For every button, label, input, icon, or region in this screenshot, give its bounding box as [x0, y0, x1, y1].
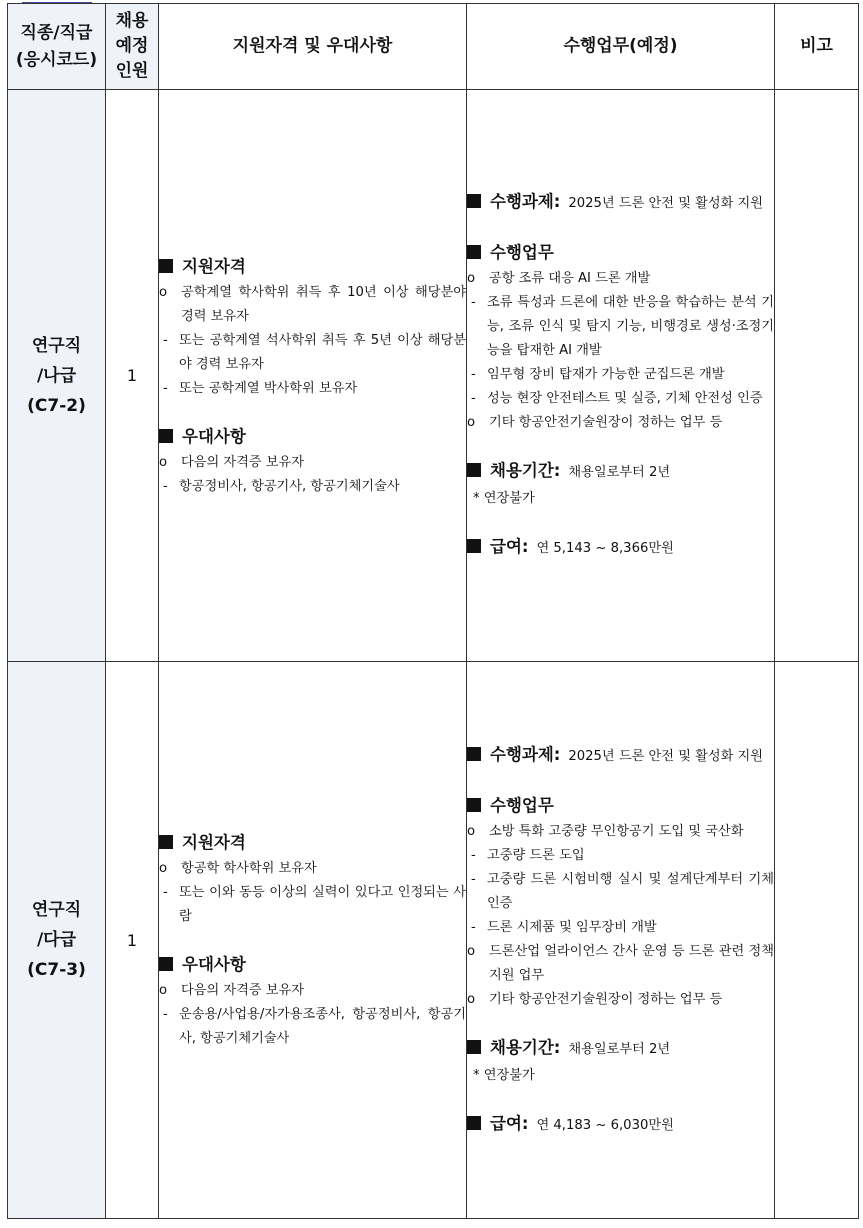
item-text: 고중량 드론 시험비행 실시 및 설계단계부터 기체 인증: [487, 871, 774, 911]
table-row: [8, 90, 859, 662]
qualification-cell: [159, 662, 467, 1219]
item-text: 또는 공학계열 박사학위 보유자: [179, 380, 358, 396]
item-text: 다음의 자격증 보유자: [181, 454, 305, 470]
list-item: [467, 291, 774, 363]
section-title: 지원자격: [182, 256, 246, 276]
preference-title: [159, 423, 466, 451]
section-label: 채용기간:: [490, 1037, 561, 1057]
square-bullet-icon: [467, 798, 481, 812]
item-text: 기타 항공안전기술원장이 정하는 업무 등: [489, 991, 723, 1007]
hire-count: 1: [106, 662, 159, 1219]
square-bullet-icon: [467, 463, 481, 477]
item-text: 항공학 학사학위 보유자: [181, 861, 317, 876]
item-text: 또는 이와 동등 이상의 실력이 있다고 인정되는 사람: [179, 885, 466, 924]
list-item: [159, 857, 466, 881]
job-category: 연구직 /나급 (C7-2): [8, 90, 106, 662]
spacer: [159, 929, 466, 951]
period-section: [467, 457, 774, 487]
dash-marker: -: [471, 295, 476, 310]
section-title: 우대사항: [182, 955, 246, 974]
list-item: [467, 267, 774, 291]
list-item: [159, 377, 466, 401]
dash-marker: -: [471, 919, 476, 935]
salary-section: [467, 1110, 774, 1140]
spacer: [159, 401, 466, 423]
qualification-title: [159, 253, 466, 281]
duties-title: [467, 792, 774, 820]
section-label: 수행과제:: [490, 192, 561, 211]
square-bullet-icon: [467, 539, 481, 553]
item-text: 드론산업 얼라이언스 간사 운영 등 드론 관련 정책지원 업무: [489, 943, 774, 983]
item-text: 기타 항공안전기술원장이 정하는 업무 등: [489, 415, 723, 430]
dash-marker: -: [163, 380, 168, 396]
circle-marker: o: [159, 284, 168, 300]
section-value: 연 4,183 ~ 6,030만원: [536, 1117, 674, 1133]
period-note: * 연장불가: [473, 491, 535, 506]
item-text: 고중량 드론 도입: [487, 847, 585, 863]
table-row: [8, 662, 859, 1219]
spacer: [467, 511, 774, 533]
square-bullet-icon: [467, 1040, 481, 1054]
list-item: [467, 988, 774, 1012]
item-text: 다음의 자격증 보유자: [181, 983, 305, 998]
header-job-type: 직종/직급 (응시코드): [8, 4, 106, 90]
section-value: 2025년 드론 안전 및 활성화 지원: [568, 748, 764, 764]
recruitment-table: [7, 3, 859, 1219]
list-item: [159, 451, 466, 475]
list-item: [467, 820, 774, 844]
square-bullet-icon: [467, 245, 481, 259]
spacer: [467, 217, 774, 239]
item-text: 공학계열 학사학위 취득 후 10년 이상 해당분야 경력 보유자: [181, 284, 466, 324]
preference-title: [159, 951, 466, 979]
section-title: 수행업무: [490, 243, 554, 262]
circle-marker: o: [467, 991, 476, 1007]
item-text: 성능 현장 안전테스트 및 실증, 기체 안전성 인증: [487, 391, 763, 406]
spacer: [467, 770, 774, 792]
qualification-title: [159, 829, 466, 857]
dash-marker: -: [163, 332, 168, 348]
square-bullet-icon: [159, 957, 173, 971]
list-item: [467, 387, 774, 411]
item-text: 또는 공학계열 석사학위 취득 후 5년 이상 해당분야 경력 보유자: [179, 332, 466, 372]
duties-title: [467, 239, 774, 267]
duties-cell: [467, 662, 775, 1219]
list-item: [159, 329, 466, 377]
list-item: [159, 281, 466, 329]
list-item: [467, 411, 774, 435]
remark-cell: [775, 90, 859, 662]
list-item: [159, 475, 466, 499]
list-item: [467, 916, 774, 940]
list-item: [467, 868, 774, 916]
section-label: 채용기간:: [490, 461, 561, 480]
item-text: 조류 특성과 드론에 대한 반응을 학습하는 분석 기능, 조류 인식 및 탐지 기능, 비행경로 생성·조정기능을 탑재한 AI 개발: [487, 295, 774, 358]
section-label: 급여:: [490, 537, 529, 556]
dash-marker: -: [471, 847, 476, 863]
task-text: [490, 741, 763, 770]
item-text: 항공정비사, 항공기사, 항공기체기술사: [179, 478, 400, 494]
header-count: 채용 예정 인원: [106, 4, 159, 90]
dash-marker: -: [163, 885, 168, 900]
list-item: [159, 979, 466, 1003]
item-text: 운송용/사업용/자가용조종사, 항공정비사, 항공기사, 항공기체기술사: [179, 1007, 466, 1046]
item-text: 임무형 장비 탑재가 가능한 군집드론 개발: [487, 367, 725, 382]
remark-cell: [775, 662, 859, 1219]
dash-marker: -: [163, 478, 168, 494]
dash-marker: -: [163, 1007, 168, 1022]
square-bullet-icon: [159, 259, 173, 273]
circle-marker: o: [159, 983, 168, 998]
square-bullet-icon: [159, 429, 173, 443]
circle-marker: o: [467, 823, 476, 839]
circle-marker: o: [467, 943, 476, 959]
item-text: 드론 시제품 및 임무장비 개발: [487, 919, 657, 935]
square-bullet-icon: [467, 194, 481, 208]
dash-marker: -: [471, 391, 476, 406]
section-label: 급여:: [490, 1113, 529, 1133]
qualification-cell: [159, 90, 467, 662]
section-value: 2025년 드론 안전 및 활성화 지원: [568, 196, 764, 211]
task-section: [467, 188, 774, 217]
task-section: [467, 741, 774, 770]
square-bullet-icon: [159, 835, 173, 849]
section-value: 채용일로부터 2년: [568, 465, 671, 480]
section-title: 지원자격: [182, 833, 246, 852]
job-category: 연구직 /다급 (C7-3): [8, 662, 106, 1219]
circle-marker: o: [159, 454, 168, 470]
header-qualification: 지원자격 및 우대사항: [159, 4, 467, 90]
dash-marker: -: [471, 871, 476, 887]
circle-marker: o: [159, 861, 168, 876]
list-item: [467, 940, 774, 988]
hire-count: 1: [106, 90, 159, 662]
spacer: [467, 1088, 774, 1110]
list-item: [467, 363, 774, 387]
section-label: 수행과제:: [490, 744, 561, 764]
square-bullet-icon: [467, 1116, 481, 1130]
duties-cell: [467, 90, 775, 662]
period-note: * 연장불가: [473, 1067, 535, 1083]
salary-section: [467, 533, 774, 563]
item-text: 공항 조류 대응 AI 드론 개발: [489, 271, 651, 286]
list-item: [467, 844, 774, 868]
spacer: [467, 435, 774, 457]
header-row: [8, 4, 859, 90]
square-bullet-icon: [467, 747, 481, 761]
header-duties: 수행업무(예정): [467, 4, 775, 90]
list-item: [159, 1003, 466, 1051]
circle-marker: o: [467, 415, 476, 430]
item-text: 소방 특화 고중량 무인항공기 도입 및 국산화: [489, 823, 744, 839]
task-text: [490, 188, 763, 217]
spacer: [467, 1012, 774, 1034]
dash-marker: -: [471, 367, 476, 382]
header-remark: 비고: [775, 4, 859, 90]
section-title: 우대사항: [182, 426, 246, 446]
circle-marker: o: [467, 271, 476, 286]
section-value: 채용일로부터 2년: [568, 1041, 671, 1057]
section-value: 연 5,143 ~ 8,366만원: [536, 541, 674, 556]
period-section: [467, 1034, 774, 1064]
section-title: 수행업무: [490, 795, 554, 815]
list-item: [159, 881, 466, 929]
